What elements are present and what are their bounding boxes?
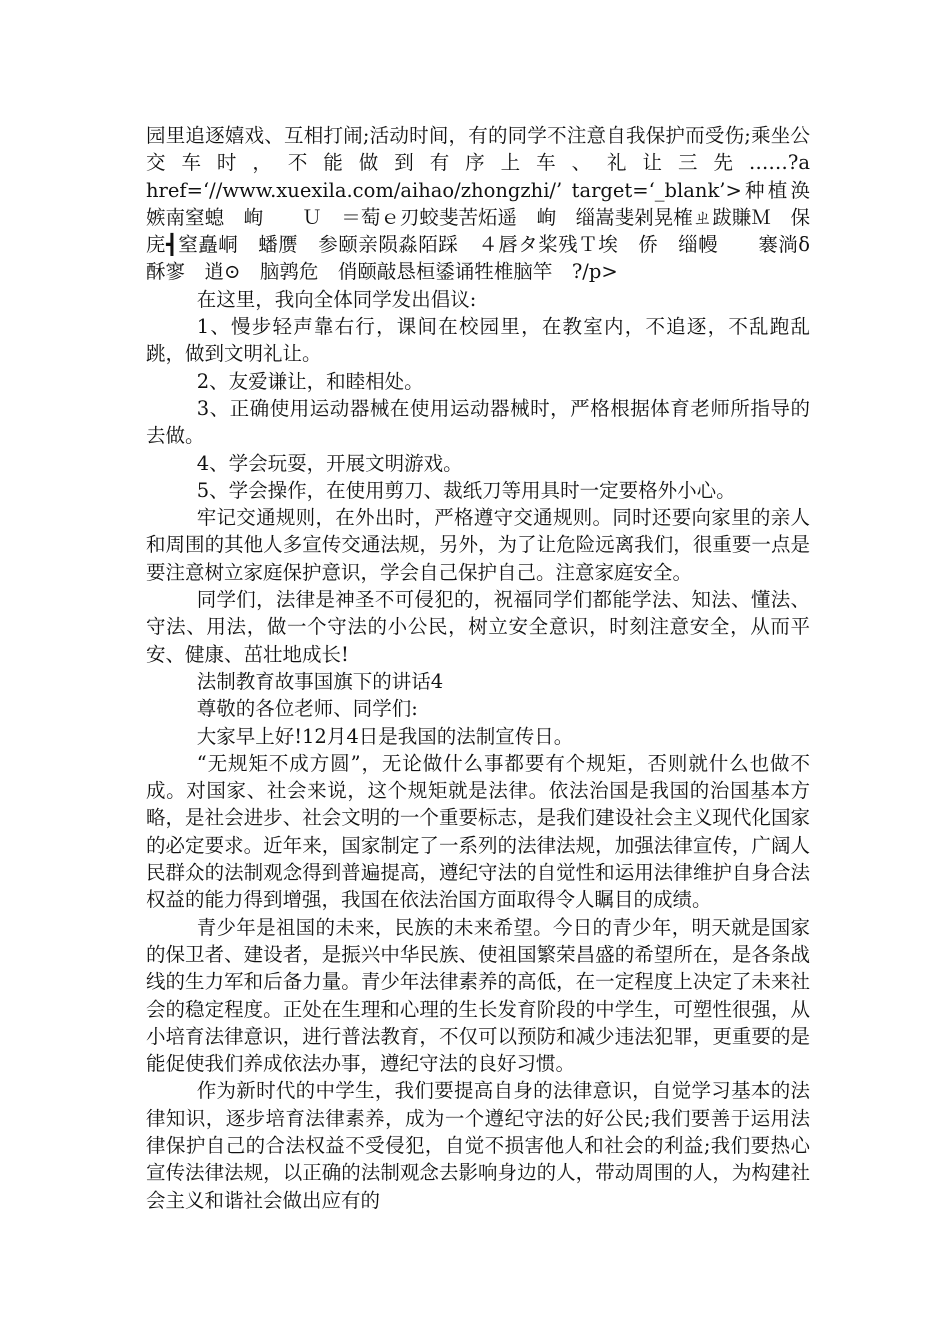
paragraph-11: 大家早上好!12月4日是我国的法制宣传日。 (196, 724, 574, 748)
paragraph-0: 园里追逐嬉戏、互相打闹;活动时间，有的同学不注意自我保护而受伤;乘坐公交车时，不能做到有序上车、礼让三先……?a href=‘//www.xuexila.com/aihao/zhongzhi/’ target=‘_blank’>种植涣嫉南窒螅 峋 Ｕ ＝萄ｅ刃蛟斐苦炻遥 峋 缁嵩斐剁晃榷ㄓ跋賺Ｍ 保 庑┫窒矗峒 蟠赝 参颐亲陨淼陌踩 ４唇タ桨残Ｔ埃 侨 缁幔 褰淌δ酥寥 逍⊙ 脑鹑危 俏颐敲恳桓鋈诵牲椎脑竿 ?/p> (146, 124, 830, 284)
paragraph-8: 同学们，法律是神圣不可侵犯的，祝福同学们都能学法、知法、懂法、守法、用法，做一个守法的小公民，树立安全意识，时刻注意安全，从而平安、健康、茁壮地成长! (146, 588, 810, 666)
paragraph-14: 作为新时代的中学生，我们要提高自身的法律意识，自觉学习基本的法律知识，逐步培育法律素养，成为一个遵纪守法的好公民;我们要善于运用法律保护自己的合法权益不受侵犯，自觉不损害他人和社会的利益;我们要热心宣传法律法规，以正确的法制观念去影响身边的人，带动周围的人，为构建社会主义和谐社会做出应有的 (146, 1079, 810, 1212)
paragraph-13: 青少年是祖国的未来，民族的未来希望。今日的青少年，明天就是国家的保卫者、建设者，是振兴中华民族、使祖国繁荣昌盛的希望所在，是各条战线的生力军和后备力量。青少年法律素养的高低，在一定程度上决定了未来社会的稳定程度。正处在生理和心理的生长发育阶段的中学生，可塑性很强，从小培育法律意识，进行普法教育，不仅可以预防和减少违法犯罪，更重要的是能促使我们养成依法办事，遵纪守法的良好习惯。 (146, 915, 810, 1076)
paragraph-12: “无规矩不成方圆”，无论做什么事都要有个规矩，否则就什么也做不成。对国家、社会来说，这个规矩就是法律。依法治国是我国的治国基本方略，是社会进步、社会文明的一个重要标志，是我们建设社会主义现代化国家的必定要求。近年来，国家制定了一系列的法律法规，加强法律宣传，广阔人民群众的法制观念得到普遍提高，遵纪守法的自觉性和运用法律维护自身合法权益的能力得到增强，我国在依法治国方面取得令人瞩目的成绩。 (146, 751, 810, 912)
paragraph-4: 3、正确使用运动器械在使用运动器械时，严格根据体育老师所指导的去做。 (146, 396, 810, 448)
document-page (146, 122, 830, 1214)
paragraph-2: 1、慢步轻声靠右行，课间在校园里，在教室内，不追逐，不乱跑乱跳，做到文明礼让。 (146, 315, 810, 366)
paragraph-1: 在这里，我向全体同学发出倡议: (196, 287, 477, 311)
paragraph-3: 2、友爱谦让，和睦相处。 (196, 369, 424, 393)
section-heading: 法制教育故事国旗下的讲话4 (196, 669, 444, 693)
salutation: 尊敬的各位老师、同学们: (196, 697, 418, 721)
paragraph-7: 牢记交通规则，在外出时，严格遵守交通规则。同时还要向家里的亲人和周围的其他人多宣传交通法规，另外，为了让危险远离我们，很重要一点是要注意树立家庭保护意识，学会自己保护自己。注意家庭安全。 (146, 506, 810, 584)
paragraph-5: 4、学会玩耍，开展文明游戏。 (196, 451, 463, 475)
paragraph-6: 5、学会操作，在使用剪刀、裁纸刀等用具时一定要格外小心。 (196, 478, 736, 502)
